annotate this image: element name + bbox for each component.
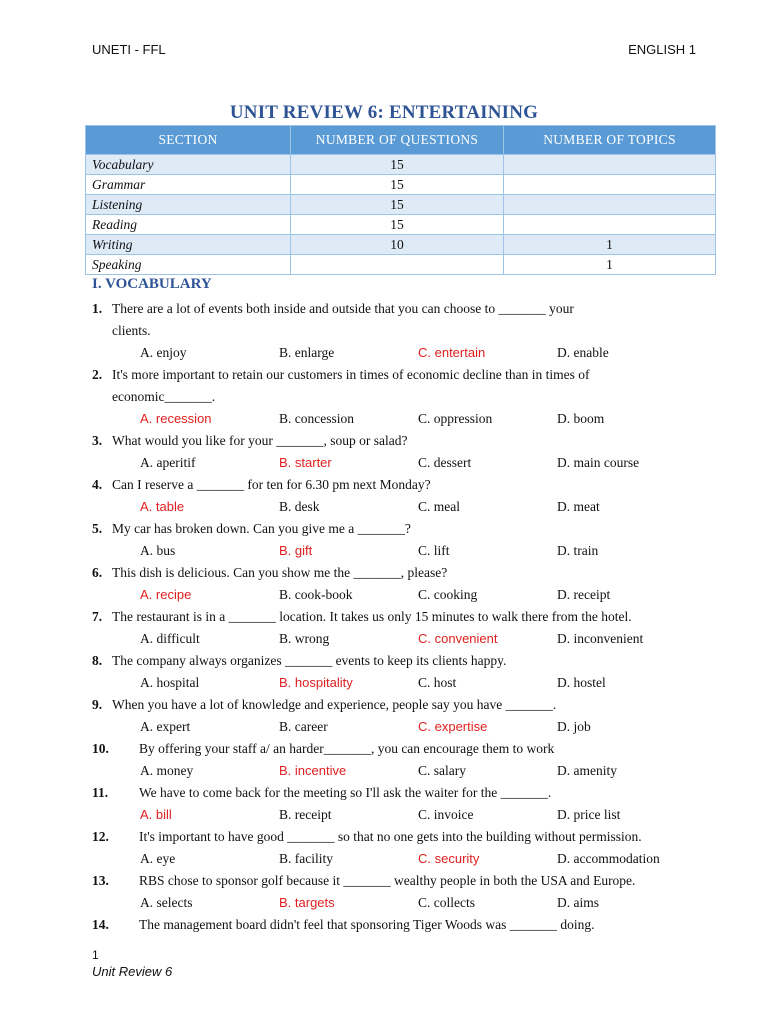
answer-option: B. receipt bbox=[279, 807, 332, 822]
table-row bbox=[86, 215, 716, 235]
topics-cell bbox=[504, 175, 716, 195]
table-row bbox=[86, 155, 716, 175]
answer-option: D. accommodation bbox=[557, 851, 660, 866]
question-text: The restaurant is in a _______ location. It takes us only 15 minutes to walk there from the hotel. bbox=[112, 609, 632, 624]
questions-cell: 15 bbox=[291, 215, 504, 235]
answer-options bbox=[92, 848, 720, 870]
question-text: There are a lot of events both inside and outside that you can choose to _______ your bbox=[112, 301, 574, 316]
question-number: 8. bbox=[92, 653, 103, 668]
answer-option: B. enlarge bbox=[279, 345, 335, 360]
question-number: 10. bbox=[92, 741, 109, 756]
correct-answer-option: A. table bbox=[140, 499, 185, 514]
answer-option: A. enjoy bbox=[140, 345, 187, 360]
section-cell: Vocabulary bbox=[86, 155, 291, 175]
answer-option: B. career bbox=[279, 719, 328, 734]
question-item bbox=[92, 518, 720, 562]
answer-option: D. hostel bbox=[557, 675, 606, 690]
answer-option: D. enable bbox=[557, 345, 609, 360]
question-item bbox=[92, 782, 720, 826]
answer-option: C. cooking bbox=[418, 587, 478, 602]
question-text: RBS chose to sponsor golf because it _______ wealthy people in both the USA and Europe. bbox=[139, 873, 636, 888]
answer-option: A. aperitif bbox=[140, 455, 196, 470]
page-number: 1 bbox=[92, 948, 99, 962]
questions-cell: 15 bbox=[291, 155, 504, 175]
answer-option: A. eye bbox=[140, 851, 176, 866]
question-text-continued: clients. bbox=[112, 323, 151, 338]
question-text: It's important to have good _______ so that no one gets into the building without permission. bbox=[139, 829, 642, 844]
answer-option: D. price list bbox=[557, 807, 621, 822]
correct-answer-option: C. security bbox=[418, 851, 480, 866]
answer-option: C. host bbox=[418, 675, 457, 690]
question-text: By offering your staff a/ an harder_______, you can encourage them to work bbox=[139, 741, 555, 756]
answer-option: C. salary bbox=[418, 763, 466, 778]
correct-answer-option: B. incentive bbox=[279, 763, 347, 778]
correct-answer-option: B. targets bbox=[279, 895, 335, 910]
answer-option: A. expert bbox=[140, 719, 191, 734]
answer-option: C. dessert bbox=[418, 455, 472, 470]
vocabulary-heading: I. VOCABULARY bbox=[92, 276, 212, 292]
correct-answer-option: B. gift bbox=[279, 543, 313, 558]
questions-cell: 15 bbox=[291, 195, 504, 215]
question-item bbox=[92, 870, 720, 914]
question-text: When you have a lot of knowledge and experience, people say you have _______. bbox=[112, 697, 557, 712]
questions-cell: 15 bbox=[291, 175, 504, 195]
answer-option: A. selects bbox=[140, 895, 193, 910]
question-text: This dish is delicious. Can you show me the _______, please? bbox=[112, 565, 448, 580]
question-text: It's more important to retain our customers in times of economic decline than in times of bbox=[112, 367, 590, 382]
answer-option: C. collects bbox=[418, 895, 475, 910]
question-item bbox=[92, 364, 720, 430]
topics-cell: 1 bbox=[504, 235, 716, 255]
answer-option: D. boom bbox=[557, 411, 605, 426]
question-number: 4. bbox=[92, 477, 103, 492]
answer-option: D. inconvenient bbox=[557, 631, 644, 646]
question-item bbox=[92, 914, 720, 936]
question-number: 11. bbox=[92, 785, 109, 800]
question-number: 6. bbox=[92, 565, 103, 580]
page-title: UNIT REVIEW 6: ENTERTAINING bbox=[229, 102, 539, 123]
correct-answer-option: B. starter bbox=[279, 455, 332, 470]
question-item bbox=[92, 474, 720, 518]
question-item bbox=[92, 562, 720, 606]
answer-options bbox=[92, 496, 720, 518]
question-number: 7. bbox=[92, 609, 103, 624]
question-number: 9. bbox=[92, 697, 103, 712]
answer-option: B. desk bbox=[279, 499, 320, 514]
column-header: NUMBER OF QUESTIONS bbox=[291, 126, 504, 155]
column-header: SECTION bbox=[86, 126, 291, 155]
questions-cell: 10 bbox=[291, 235, 504, 255]
answer-options bbox=[92, 408, 720, 430]
question-number: 1. bbox=[92, 301, 103, 316]
question-number: 12. bbox=[92, 829, 109, 844]
answer-option: D. main course bbox=[557, 455, 640, 470]
questions-cell bbox=[291, 255, 504, 275]
answer-options bbox=[92, 540, 720, 562]
question-number: 14. bbox=[92, 917, 109, 932]
correct-answer-option: B. hospitality bbox=[279, 675, 353, 690]
question-number: 2. bbox=[92, 367, 103, 382]
answer-options bbox=[92, 584, 720, 606]
section-cell: Writing bbox=[86, 235, 291, 255]
answer-options bbox=[92, 452, 720, 474]
question-text: We have to come back for the meeting so I'll ask the waiter for the _______. bbox=[139, 785, 552, 800]
question-item bbox=[92, 694, 720, 738]
answer-option: C. lift bbox=[418, 543, 450, 558]
answer-option: A. difficult bbox=[140, 631, 200, 646]
answer-options bbox=[92, 716, 720, 738]
question-text: The company always organizes _______ events to keep its clients happy. bbox=[112, 653, 507, 668]
question-number: 13. bbox=[92, 873, 109, 888]
question-item bbox=[92, 430, 720, 474]
table-row bbox=[86, 255, 716, 275]
question-text: Can I reserve a _______ for ten for 6.30 pm next Monday? bbox=[112, 477, 431, 492]
answer-option: D. aims bbox=[557, 895, 599, 910]
answer-option: D. train bbox=[557, 543, 599, 558]
answer-option: C. meal bbox=[418, 499, 460, 514]
table-row bbox=[86, 175, 716, 195]
correct-answer-option: C. entertain bbox=[418, 345, 486, 360]
question-item bbox=[92, 826, 720, 870]
question-text: The management board didn't feel that sponsoring Tiger Woods was _______ doing. bbox=[139, 917, 595, 932]
answer-option: D. meat bbox=[557, 499, 600, 514]
topics-cell bbox=[504, 195, 716, 215]
correct-answer-option: C. expertise bbox=[418, 719, 488, 734]
section-cell: Reading bbox=[86, 215, 291, 235]
header-right: ENGLISH 1 bbox=[628, 42, 696, 57]
answer-option: D. receipt bbox=[557, 587, 611, 602]
correct-answer-option: A. recession bbox=[140, 411, 212, 426]
header-left: UNETI - FFL bbox=[92, 42, 166, 57]
section-cell: Speaking bbox=[86, 255, 291, 275]
question-number: 5. bbox=[92, 521, 103, 536]
section-cell: Grammar bbox=[86, 175, 291, 195]
answer-option: A. money bbox=[140, 763, 194, 778]
question-text: What would you like for your _______, soup or salad? bbox=[112, 433, 408, 448]
answer-options bbox=[92, 892, 720, 914]
correct-answer-option: A. recipe bbox=[140, 587, 192, 602]
answer-options bbox=[92, 760, 720, 782]
answer-option: B. facility bbox=[279, 851, 333, 866]
answer-option: C. oppression bbox=[418, 411, 493, 426]
table-row bbox=[86, 195, 716, 215]
question-item bbox=[92, 650, 720, 694]
answer-option: C. invoice bbox=[418, 807, 474, 822]
section-cell: Listening bbox=[86, 195, 291, 215]
topics-cell: 1 bbox=[504, 255, 716, 275]
answer-option: A. bus bbox=[140, 543, 176, 558]
question-item bbox=[92, 738, 720, 782]
question-text-continued: economic_______. bbox=[112, 389, 216, 404]
answer-option: A. hospital bbox=[140, 675, 200, 690]
table-row bbox=[86, 235, 716, 255]
summary-table bbox=[85, 125, 716, 275]
correct-answer-option: C. convenient bbox=[418, 631, 498, 646]
topics-cell bbox=[504, 155, 716, 175]
answer-option: B. concession bbox=[279, 411, 354, 426]
answer-options bbox=[92, 628, 720, 650]
question-item bbox=[92, 298, 720, 364]
answer-option: D. job bbox=[557, 719, 591, 734]
topics-cell bbox=[504, 215, 716, 235]
table-header-row bbox=[86, 126, 716, 155]
question-text: My car has broken down. Can you give me a _______? bbox=[112, 521, 411, 536]
question-list bbox=[92, 298, 720, 936]
footer-label: Unit Review 6 bbox=[92, 964, 173, 979]
question-item bbox=[92, 606, 720, 650]
column-header: NUMBER OF TOPICS bbox=[504, 126, 716, 155]
answer-options bbox=[92, 804, 720, 826]
answer-option: B. wrong bbox=[279, 631, 330, 646]
correct-answer-option: A. bill bbox=[140, 807, 172, 822]
answer-options bbox=[92, 342, 720, 364]
answer-options bbox=[92, 672, 720, 694]
question-number: 3. bbox=[92, 433, 103, 448]
answer-option: D. amenity bbox=[557, 763, 617, 778]
answer-option: B. cook-book bbox=[279, 587, 353, 602]
